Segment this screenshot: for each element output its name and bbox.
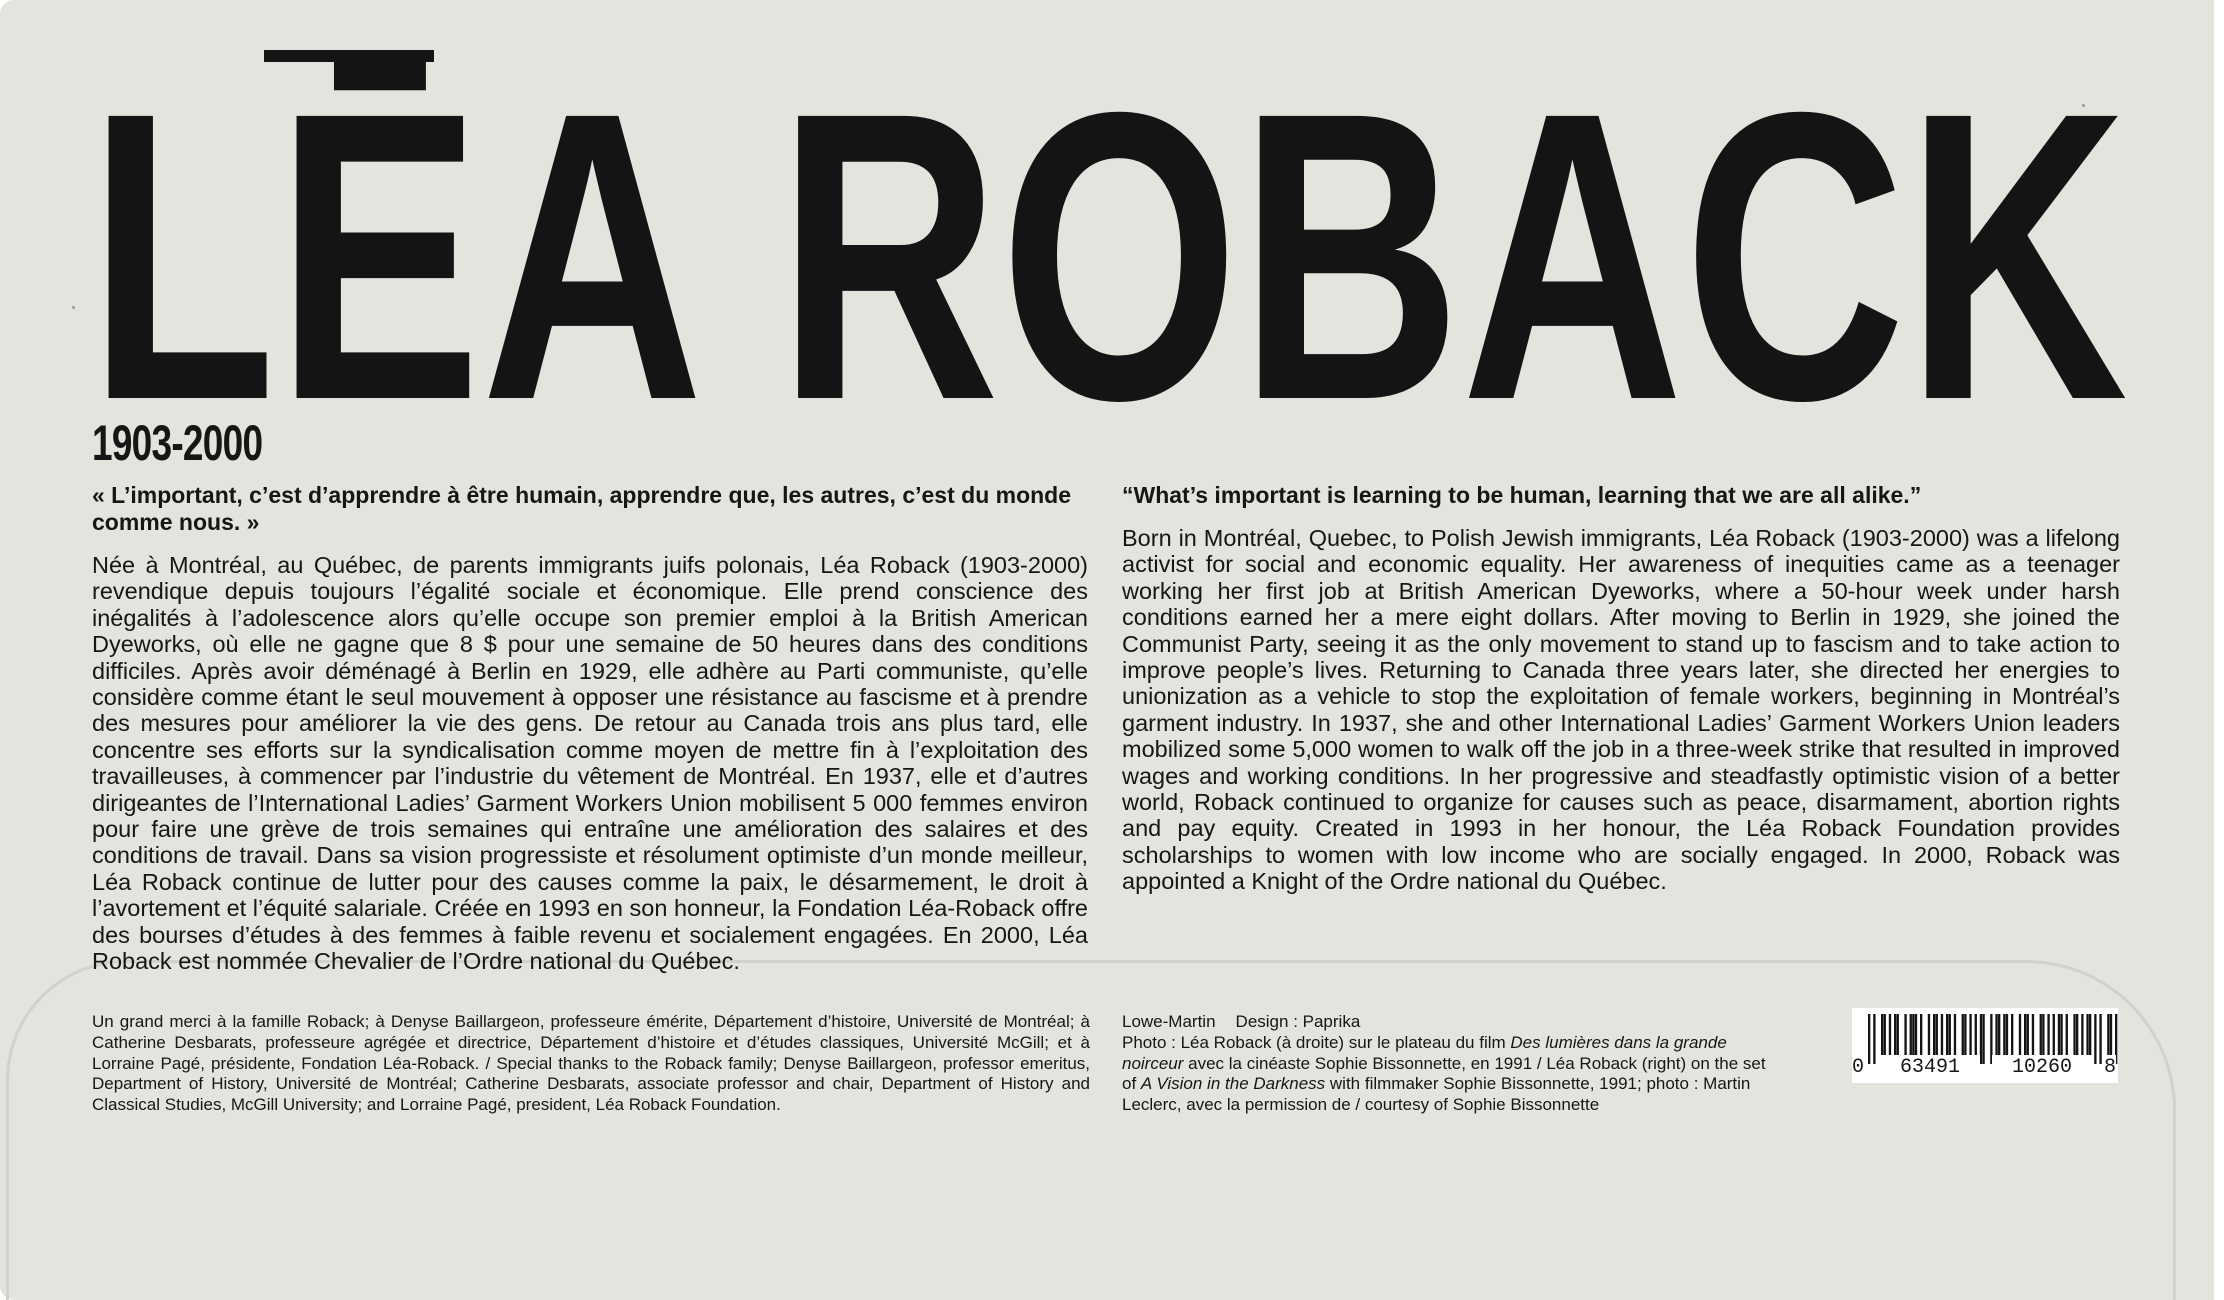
- french-film-title: Des lumières dans la grande noirceur: [1122, 1032, 1727, 1073]
- printer-name: Lowe-Martin: [1122, 1012, 1216, 1031]
- lifespan-years: 1903-2000: [92, 415, 263, 471]
- printer-design-line: [1122, 1012, 1782, 1033]
- photo-credit-part: Photo : Léa Roback (à droite) sur le plateau du film: [1122, 1032, 1511, 1052]
- barcode-digit-first: 0: [1852, 1056, 1865, 1079]
- barcode-digit-last: 8: [2104, 1056, 2117, 1079]
- english-film-title: A Vision in the Darkness: [1140, 1074, 1326, 1094]
- french-column: [92, 482, 1088, 975]
- english-biography: Born in Montréal, Quebec, to Polish Jewish immigrants, Léa Roback (1903-2000) was a lifelong activist for social and economic equality. Her awareness of inequities came as a teenager working her first job at British American Dyeworks, where a 50-hour week under harsh conditions earned her a mere eight dollars. After moving to Berlin in 1929, she joined the Communist Party, seeing it as the only movement to stand up to fascism and to take action to improve people’s lives. Returning to Canada three years later, she directed her energies to unionization as a vehicle to stop the exploitation of female workers, beginning in Montréal’s garment industry. In 1937, she and other International Ladies’ Garment Workers Union leaders mobilized some 5,000 women to walk off the job in a three-week strike that resulted in improved wages and working conditions. In her progressive and steadfastly optimistic vision of a better world, Roback continued to organize for causes such as peace, disarmament, abortion rights and pay equity. Created in 1993 in her honour, the Léa Roback Foundation provides scholarships to women with low income who are socially engaged. In 2000, Roback was appointed a Knight of the Ordre national du Québec.: [1122, 525, 2120, 895]
- acknowledgements: Un grand merci à la famille Roback; à Denyse Baillargeon, professeure émérite, Département d’histoire, Université de Montréal; à Catherine Desbarats, professeure agrégée et directrice, Département d’histoire et d’études classiques, Université McGill; et à Lorraine Pagé, présidente, Fondation Léa-Roback. / Special thanks to the Roback family; Denyse Baillargeon, professor emeritus, Department of History, Université de Montréal; Catherine Desbarats, associate professor and chair, Department of History and Classical Studies, McGill University; and Lorraine Pagé, president, Léa Roback Foundation.: [92, 1012, 1090, 1115]
- photo-credit-part: avec la cinéaste Sophie Bissonnette, en 1991 / Léa Roback (right) on the set of: [1122, 1053, 1766, 1094]
- french-biography: Née à Montréal, au Québec, de parents immigrants juifs polonais, Léa Roback (1903-2000) revendique depuis toujours l’égalité sociale et économique. Elle prend conscience des inégalités à l’adolescence alors qu’elle occupe son premier emploi à la British American Dyeworks, où elle ne gagne que 8 $ pour une semaine de 50 heures dans des conditions difficiles. Après avoir déménagé à Berlin en 1929, elle adhère au Parti communiste, qu’elle considère comme étant le seul mouvement à opposer une résistance au fascisme et à prendre des mesures pour améliorer la vie des gens. De retour au Canada trois ans plus tard, elle concentre ses efforts sur la syndicalisation comme moyen de mettre fin à l’exploitation des travailleuses, à commencer par l’industrie du vêtement de Montréal. En 1937, elle et d’autres dirigeantes de l’International Ladies’ Garment Workers Union mobilisent 5 000 femmes environ pour faire une grève de trois semaines qui entraîne une amélioration des salaires et des conditions de travail. Dans sa vision progressiste et résolument optimiste d’un monde meilleur, Léa Roback continue de lutter pour des causes comme la paix, le désarmement, le droit à l’avortement et l’équité salariale. Créée en 1993 en son honneur, la Fondation Léa-Roback offre des bourses d’études à des femmes à faible revenu et socialement engagées. En 2000, Léa Roback est nommée Chevalier de l’Ordre national du Québec.: [92, 552, 1088, 975]
- barcode-numbers: [1852, 1055, 2118, 1081]
- design-credit: Design : Paprika: [1235, 1012, 1361, 1031]
- production-credits: [1122, 1012, 1782, 1116]
- envelope-flap-outline: [6, 960, 2176, 1300]
- french-quote: « L’important, c’est d’apprendre à être humain, apprendre que, les autres, c’est du monde comme nous. »: [92, 482, 1072, 535]
- title-text: LĒA ROBACK: [88, 38, 2128, 410]
- barcode: [1852, 1008, 2118, 1083]
- english-column: [1122, 482, 2120, 895]
- page-title: [88, 38, 2128, 410]
- speck: [72, 306, 75, 309]
- english-quote: “What’s important is learning to be human, learning that we are all alike.”: [1122, 482, 1922, 508]
- photo-credit: [1122, 1033, 1782, 1116]
- photo-credit-part: with filmmaker Sophie Bissonnette, 1991; photo : Martin Leclerc, avec la permission de / courtesy of Sophie Bissonnette: [1122, 1074, 1751, 1115]
- barcode-digits-left: 63491: [1880, 1055, 1980, 1081]
- barcode-digits-right: 10260: [1992, 1055, 2092, 1081]
